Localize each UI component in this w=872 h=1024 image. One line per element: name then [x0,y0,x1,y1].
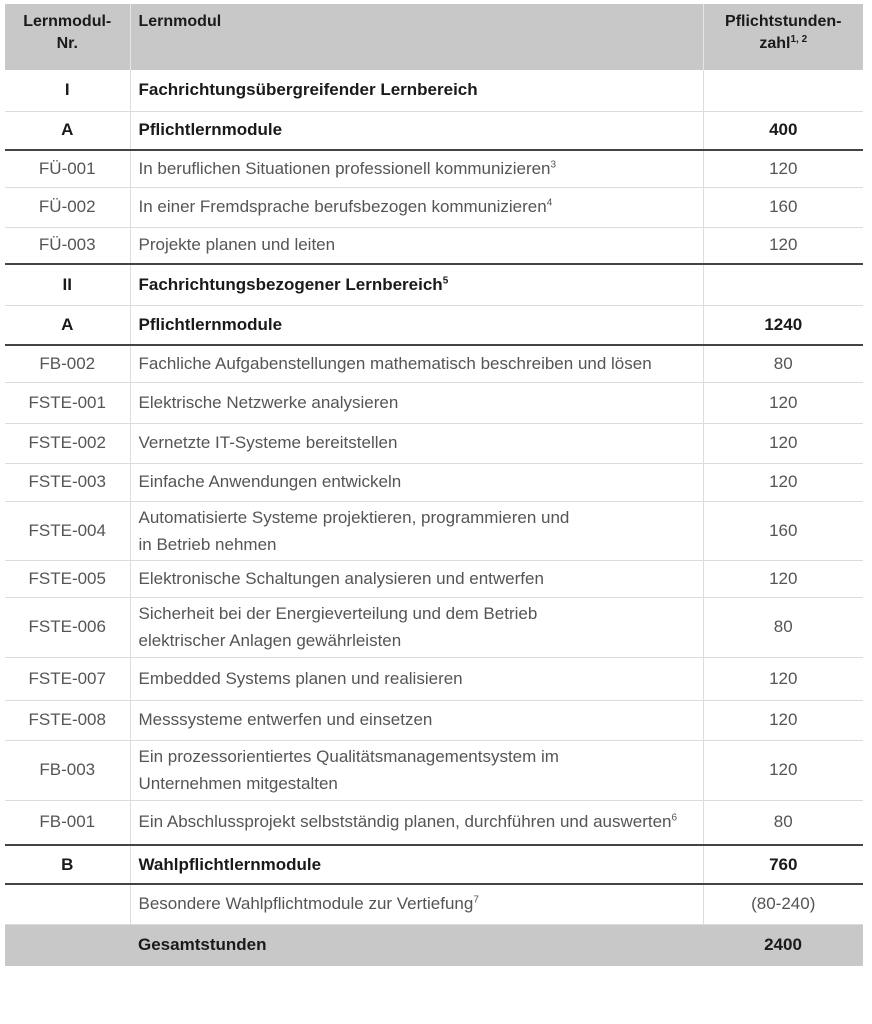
module-number: FSTE-001 [5,382,130,423]
module-title [130,657,703,700]
module-title-text: Projekte planen und leiten [138,235,336,255]
module-title-text: Fachliche Aufgabenstellungen mathematisch beschreiben und lösen [138,353,652,373]
table-row [5,187,863,227]
table-row [5,227,863,264]
module-title [130,597,703,657]
required-hours: 160 [703,187,863,227]
required-hours: 120 [703,700,863,740]
required-hours: 120 [703,657,863,700]
module-title [130,345,703,382]
curriculum-table [5,4,863,966]
module-title-text: Pflichtlernmodule [138,120,283,140]
footnote-marker: 3 [550,159,557,171]
module-title [130,423,703,463]
table-row [5,597,863,657]
module-title [130,700,703,740]
header-nr-line1: Lernmodul- [23,13,112,30]
module-title-line1: Automatisierte Systeme projektieren, programmieren und [138,507,570,527]
module-title-line1: Ein prozessorientiertes Qualitätsmanagementsystem im [138,747,559,766]
module-title-text: Vernetzte IT-Systeme bereitstellen [138,433,398,452]
required-hours: 160 [703,501,863,560]
required-hours: 80 [703,800,863,845]
table-row [5,501,863,560]
required-hours: 1240 [703,305,863,345]
footnote-marker: 6 [671,812,678,824]
module-title [130,501,703,560]
subsection-row [5,845,863,884]
table-row [5,700,863,740]
module-title [130,150,703,187]
module-title-text: Einfache Anwendungen entwickeln [138,472,402,491]
required-hours: 120 [703,423,863,463]
module-title [130,382,703,423]
module-title-text: Embedded Systems planen und realisieren [138,668,463,688]
module-title [130,187,703,227]
table-row [5,560,863,597]
header-lernmodul-nr [5,4,130,70]
module-number: II [5,264,130,305]
required-hours: 120 [703,740,863,800]
header-lernmodul: Lernmodul [130,4,703,70]
module-number: FSTE-002 [5,423,130,463]
required-hours: 120 [703,382,863,423]
section-row [5,70,863,111]
header-hours-line1: Pflichtstunden- [725,13,842,30]
subsection-row [5,111,863,150]
module-title-text: In beruflichen Situationen professionell kommunizieren [138,158,551,178]
header-hours-footnote: 1, 2 [790,34,808,45]
required-hours: 80 [703,597,863,657]
section-row [5,264,863,305]
required-hours [703,264,863,305]
module-number [5,884,130,924]
table-row [5,345,863,382]
total-hours: 2400 [703,924,863,966]
module-title [130,463,703,501]
module-title [130,264,703,305]
required-hours: (80-240) [703,884,863,924]
module-number: B [5,845,130,884]
module-title [130,227,703,264]
required-hours: 120 [703,463,863,501]
module-title-text: Fachrichtungsübergreifender Lernbereich [138,80,478,100]
module-title-text: Pflichtlernmodule [138,314,283,334]
table-row [5,800,863,845]
required-hours: 120 [703,227,863,264]
module-number: FSTE-003 [5,463,130,501]
module-title-text: Elektronische Schaltungen analysieren und entwerfen [138,568,544,588]
module-number: FSTE-008 [5,700,130,740]
module-title-line2: in Betrieb nehmen [138,534,277,554]
total-row [5,924,863,966]
required-hours: 400 [703,111,863,150]
module-title [130,305,703,345]
module-title [130,800,703,845]
header-hours-line2: zahl [759,35,791,52]
footnote-marker: 7 [473,894,479,906]
module-number: A [5,111,130,150]
header-nr-line2: Nr. [56,35,78,52]
module-number: FSTE-007 [5,657,130,700]
module-number: FÜ-001 [5,150,130,187]
module-title-text: Ein Abschlussprojekt selbstständig planen, durchführen und auswerten [138,812,672,832]
table-row [5,150,863,187]
module-number: FSTE-006 [5,597,130,657]
module-title-text: In einer Fremdsprache berufsbezogen kommunizieren [138,197,547,216]
subsection-row [5,305,863,345]
module-title-text: Fachrichtungsbezogener Lernbereich [138,274,443,294]
module-number: FB-002 [5,345,130,382]
module-title-line2: Unternehmen mitgestalten [138,774,338,793]
module-title-text: Besondere Wahlpflichtmodule zur Vertiefung [138,894,474,914]
module-title [130,740,703,800]
table-row [5,382,863,423]
module-number: A [5,305,130,345]
module-number: FÜ-003 [5,227,130,264]
module-title-text: Wahlpflichtlernmodule [138,854,322,874]
module-title [130,560,703,597]
module-number: FB-001 [5,800,130,845]
table-row [5,423,863,463]
module-title [130,884,703,924]
module-number: FB-003 [5,740,130,800]
module-number: FSTE-005 [5,560,130,597]
module-title-line2: elektrischer Anlagen gewährleisten [138,631,402,650]
footnote-marker: 4 [546,197,553,209]
required-hours: 760 [703,845,863,884]
module-title [130,845,703,884]
module-number: FSTE-004 [5,501,130,560]
module-title-text: Messsysteme entwerfen und einsetzen [138,710,433,729]
module-title-line1: Sicherheit bei der Energieverteilung und dem Betrieb [138,604,538,623]
module-title [130,111,703,150]
module-title [130,70,703,111]
total-nr [5,924,130,966]
module-title-text: Elektrische Netzwerke analysieren [138,392,399,412]
table-row [5,884,863,924]
required-hours: 80 [703,345,863,382]
table-row [5,657,863,700]
table-row [5,463,863,501]
module-number: FÜ-002 [5,187,130,227]
total-label: Gesamtstunden [130,924,703,966]
footnote-marker: 5 [442,275,449,287]
required-hours: 120 [703,150,863,187]
module-number: I [5,70,130,111]
required-hours [703,70,863,111]
table-row [5,740,863,800]
required-hours: 120 [703,560,863,597]
header-pflichtstunden [703,4,863,70]
table-header-row [5,4,863,70]
